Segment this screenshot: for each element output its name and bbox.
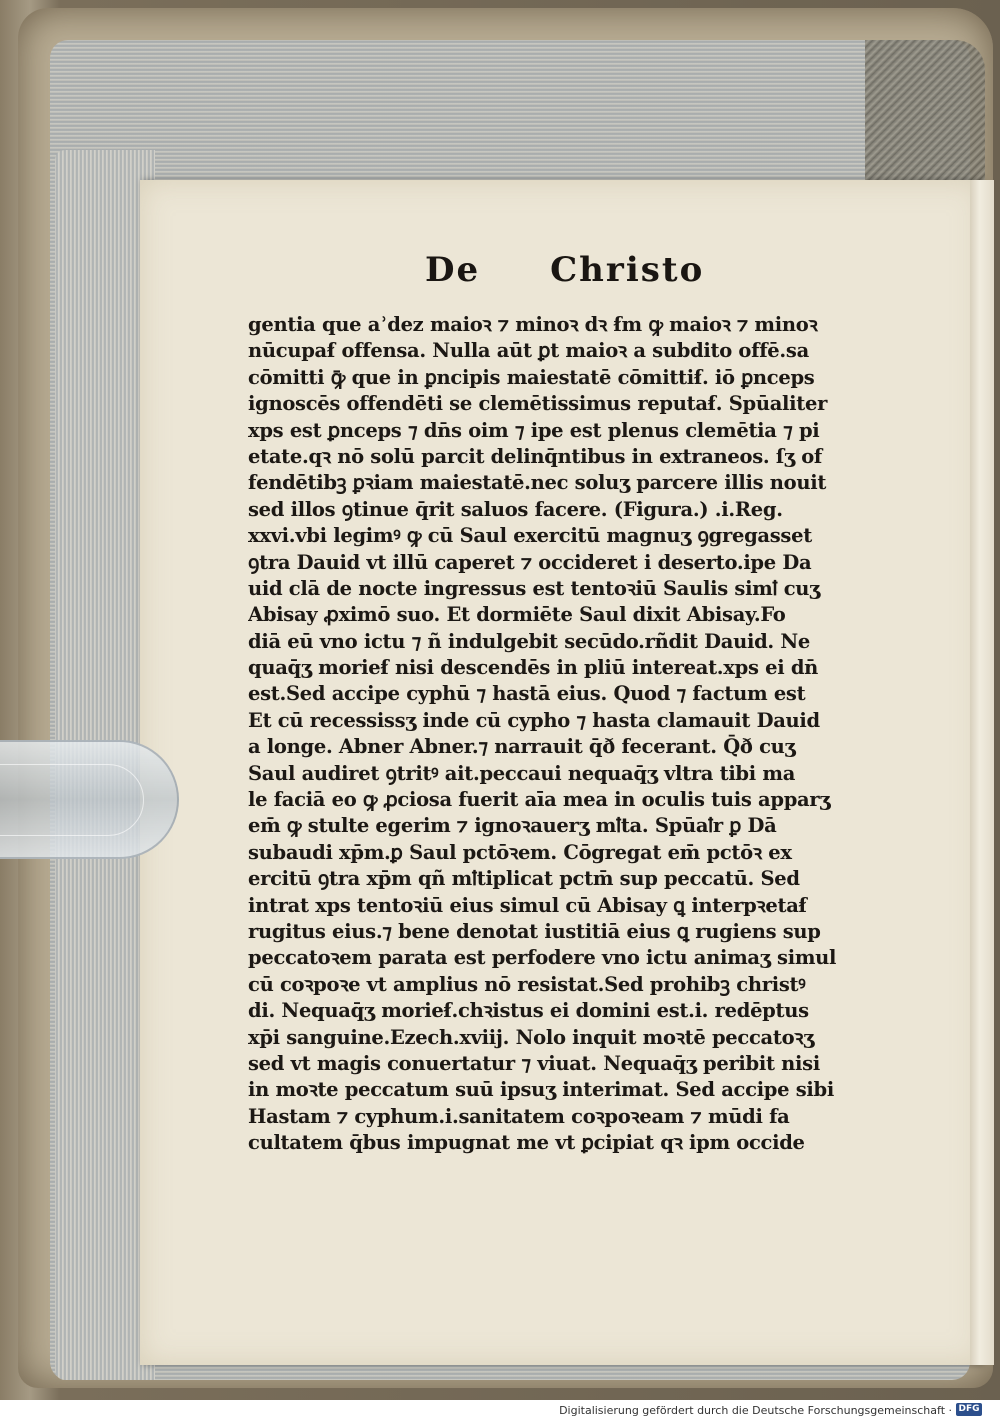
dfg-logo-icon: DFG — [956, 1403, 982, 1416]
text-line: xps est ꝑnceps ⁊ dn̄s oim ⁊ ipe est plenus clemētia ⁊ pi — [248, 418, 820, 442]
text-line: Hastam ⁊ cyphum.i.sanitatem coꝛpoꝛeam ⁊ mūdi fa — [248, 1104, 790, 1128]
text-line: quaq̄ʒ morieẜ nisi descendēs in pliū intereat.xps ei dn̄ — [248, 656, 819, 680]
text-line: diā eū vno ictu ⁊ ñ indulgebit secūdo.rñdit Dauid. Ne — [248, 629, 811, 653]
text-block — [248, 312, 873, 1232]
text-line: xp̄i sanguine.Ezech.xviij. Nolo inquit moꝛtē peccatoꝛʒ — [248, 1025, 815, 1049]
text-line: ercitū ꝯtra xp̄m qñ mꝉtiplicat pctm̄ sup peccatū. Sed — [248, 867, 800, 891]
page-gutter — [970, 180, 994, 1365]
text-line: Abisay ꝓximō suo. Et dormiēte Saul dixit Abisay.Fo — [248, 603, 786, 627]
page-clip-highlight — [0, 764, 144, 836]
text-line: le faciā eo ꝙ ꝓciosa fuerit aīa mea in oculis tuis apparʒ — [248, 788, 831, 812]
text-line: sed illos ꝯtinue q̄rit saluos facere. (Figura.) .i.Reg. — [248, 497, 783, 521]
text-line: di. Nequaq̄ʒ morieẜ.chꝛistus ei domini est.i. redēptus — [248, 999, 809, 1023]
text-line: in moꝛte peccatum suū ipsuʒ interimat. Sed accipe sibi — [248, 1078, 834, 1102]
text-line: Et cū recessissʒ inde cū cypho ⁊ hasta clamauit Dauid — [248, 708, 820, 732]
text-line: nūcupaẜ offensa. Nulla aūt ꝑt maioꝛ a subdito offē.sa — [248, 339, 809, 363]
text-line: cōmitti ꝙ̄ que in ꝑncipis maiestatē cōmittiẜ. iō ꝑnceps — [248, 365, 815, 389]
text-line: Saul audiret ꝯtritꝰ ait.peccaui nequaq̄ʒ vltra tibi ma — [248, 761, 796, 785]
text-line: etate.qꝛ nō solū parcit delinq̄ntibus in extraneos. ſʒ of — [248, 444, 823, 468]
running-heading — [425, 250, 705, 300]
heading-right: Christo — [550, 250, 705, 290]
text-line: cultatem q̄bus impugnat me vt ꝑcipiat qꝛ ipm occide — [248, 1131, 805, 1155]
page-clip — [0, 740, 179, 859]
text-line: cū coꝛpoꝛe vt amplius nō resistat.Sed prohibꝫ christꝰ — [248, 972, 806, 996]
text-line: peccatoꝛem parata est perfodere vno ictu animaʒ simul — [248, 946, 837, 970]
text-line: sed vt magis conuertatur ⁊ viuat. Nequaq̄ʒ peribit nisi — [248, 1051, 820, 1075]
text-line: rugitus eius.⁊ bene denotat iustitiā eius ꝗ rugiens sup — [248, 919, 821, 943]
text-line: ignoscēs offendēti se clemētissimus reputaẜ. Spūaliter — [248, 392, 828, 416]
text-line: ꝯtra Dauid vt illū caperet ⁊ occideret i deserto.ipe Da — [248, 550, 812, 574]
text-line: est.Sed accipe cyphū ⁊ hastā eius. Quod ⁊ factum est — [248, 682, 806, 706]
text-line: gentia que ẚdez maioꝛ ⁊ minoꝛ dꝛ ẜm ꝙ maioꝛ ⁊ minoꝛ — [248, 313, 818, 336]
text-line: em̄ ꝙ stulte egerim ⁊ ignoꝛauerʒ mꝉta. Spūaꝉr ꝑ Dā — [248, 814, 777, 838]
text-line: fendētibꝫ ꝑꝛiam maiestatē.nec soluʒ parcere illis nouit — [248, 471, 827, 495]
text-line: a longe. Abner Abner.⁊ narrauit q̄ð fecerant. Q̄ð cuʒ — [248, 735, 796, 759]
heading-left: De — [425, 250, 481, 290]
text-line: subaudi xp̄m.ꝑ Saul pctōꝛem. Cōgregat em̄ pctōꝛ ex — [248, 840, 792, 864]
footer-bar — [0, 1400, 1000, 1420]
text-line: intrat xps tentoꝛiū eius simul cū Abisay ꝗ interpꝛetaẜ — [248, 893, 807, 917]
funding-notice: Digitalisierung gefördert durch die Deutsche Forschungsgemeinschaft · — [559, 1404, 952, 1417]
text-line: uid clā de nocte ingressus est tentoꝛiū Saulis simꝉ cuʒ — [248, 576, 820, 600]
binding-corner — [865, 40, 985, 190]
text-line: xxvi.vbi legimꝰ ꝙ cū Saul exercitū magnuʒ ꝯgregasset — [248, 524, 812, 548]
